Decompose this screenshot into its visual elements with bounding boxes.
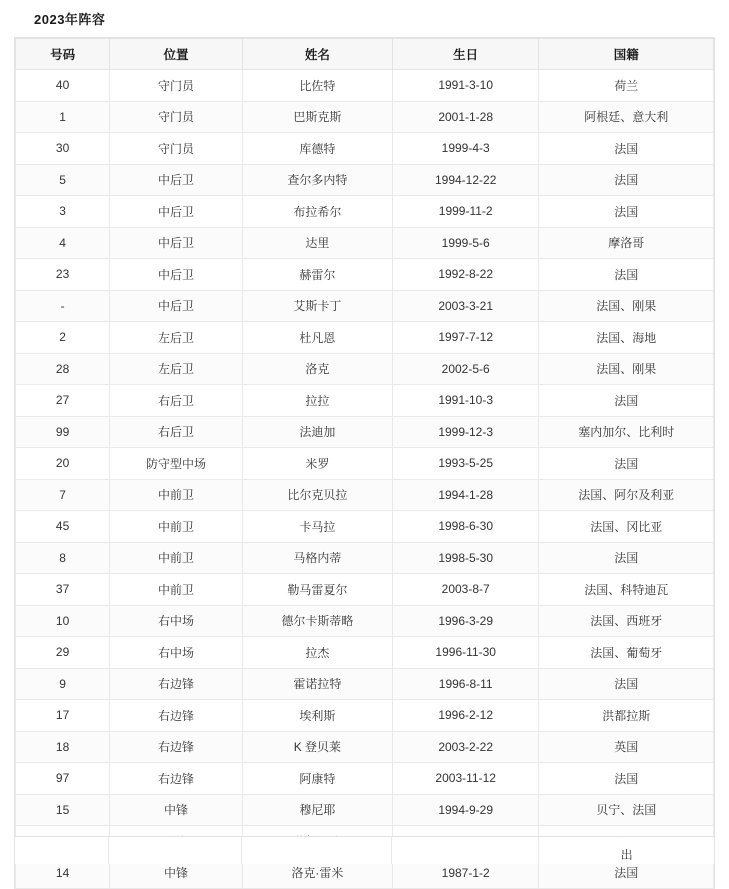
- table-row: [16, 353, 714, 385]
- column-header-name: 姓名: [242, 39, 392, 70]
- cell-number: 4: [16, 227, 110, 259]
- cell-birthday: 1993-5-25: [392, 448, 539, 480]
- squad-table: [15, 38, 714, 889]
- cell-name: 比佐特: [242, 70, 392, 102]
- next-cell-4: [392, 837, 539, 864]
- cell-name: 洛克·雷米: [242, 857, 392, 889]
- cell-position: 中锋: [110, 857, 243, 889]
- cell-number: 10: [16, 605, 110, 637]
- table-row: [16, 259, 714, 291]
- table-row: [16, 416, 714, 448]
- cell-birthday: 1994-9-29: [392, 794, 539, 826]
- cell-number: 97: [16, 763, 110, 795]
- table-row: [16, 133, 714, 165]
- cell-nationality: 法国、冈比亚: [539, 511, 714, 543]
- table-row: [16, 227, 714, 259]
- cell-name: 库德特: [242, 133, 392, 165]
- cell-birthday: 1998-6-30: [392, 511, 539, 543]
- cell-number: 40: [16, 70, 110, 102]
- cell-birthday: 2003-3-21: [392, 290, 539, 322]
- cell-position: 中前卫: [110, 511, 243, 543]
- cell-name: K 登贝莱: [242, 731, 392, 763]
- cell-position: 左后卫: [110, 322, 243, 354]
- cell-name: 巴斯克斯: [242, 101, 392, 133]
- cell-number: 23: [16, 259, 110, 291]
- cell-birthday: 1994-12-22: [392, 164, 539, 196]
- cell-birthday: 2003-2-22: [392, 731, 539, 763]
- cell-name: 赫雷尔: [242, 259, 392, 291]
- table-row: [16, 668, 714, 700]
- cell-nationality: 法国: [539, 133, 714, 165]
- cell-number: 99: [16, 416, 110, 448]
- cell-name: 布拉希尔: [242, 196, 392, 228]
- cell-birthday: 1991-3-10: [392, 70, 539, 102]
- cell-position: 中后卫: [110, 196, 243, 228]
- cell-birthday: 1996-3-29: [392, 605, 539, 637]
- cell-birthday: 1996-11-30: [392, 637, 539, 669]
- cell-nationality: 法国: [539, 196, 714, 228]
- cell-number: 45: [16, 511, 110, 543]
- cell-number: 9: [16, 668, 110, 700]
- cell-number: 30: [16, 133, 110, 165]
- cell-name: 马格内蒂: [242, 542, 392, 574]
- squad-table-container: [14, 37, 715, 889]
- table-row: [16, 574, 714, 606]
- table-row: [16, 637, 714, 669]
- cell-position: 右中场: [110, 637, 243, 669]
- cell-birthday: 1991-10-3: [392, 385, 539, 417]
- cell-name: 比尔克贝拉: [242, 479, 392, 511]
- cell-nationality: 法国: [539, 763, 714, 795]
- cell-nationality: 荷兰: [539, 70, 714, 102]
- cell-birthday: 1999-5-6: [392, 227, 539, 259]
- cell-position: 守门员: [110, 70, 243, 102]
- next-cell-1: [15, 837, 109, 864]
- cell-nationality: 塞内加尔、比利时: [539, 416, 714, 448]
- cell-number: -: [16, 290, 110, 322]
- cell-position: 中锋: [110, 794, 243, 826]
- cell-position: 中后卫: [110, 290, 243, 322]
- cell-name: 霍诺拉特: [242, 668, 392, 700]
- cell-position: 守门员: [110, 133, 243, 165]
- cell-number: 15: [16, 794, 110, 826]
- column-header-birthday: 生日: [392, 39, 539, 70]
- table-row: [16, 794, 714, 826]
- cell-nationality: 法国: [539, 385, 714, 417]
- cell-name: 艾斯卡丁: [242, 290, 392, 322]
- cell-position: 防守型中场: [110, 448, 243, 480]
- cell-name: 穆尼耶: [242, 794, 392, 826]
- cell-birthday: 2002-5-6: [392, 353, 539, 385]
- cell-birthday: 1992-8-22: [392, 259, 539, 291]
- cell-nationality: 英国: [539, 731, 714, 763]
- cell-name: 米罗: [242, 448, 392, 480]
- cell-birthday: 1996-8-11: [392, 668, 539, 700]
- next-cell-2: [109, 837, 242, 864]
- cell-nationality: 法国: [539, 164, 714, 196]
- table-row: [16, 542, 714, 574]
- table-row: [16, 763, 714, 795]
- cell-nationality: 摩洛哥: [539, 227, 714, 259]
- cell-birthday: 1999-12-3: [392, 416, 539, 448]
- cell-name: 查尔多内特: [242, 164, 392, 196]
- cell-nationality: 法国: [539, 668, 714, 700]
- cell-position: 右边锋: [110, 763, 243, 795]
- cell-nationality: 法国、刚果: [539, 353, 714, 385]
- next-cell-5: 出: [620, 848, 633, 862]
- next-table-partial-row: [14, 836, 715, 864]
- cell-nationality: 法国: [539, 259, 714, 291]
- cell-position: 中前卫: [110, 574, 243, 606]
- cell-number: 27: [16, 385, 110, 417]
- cell-birthday: 1999-4-3: [392, 133, 539, 165]
- cell-position: 守门员: [110, 101, 243, 133]
- cell-nationality: 阿根廷、意大利: [539, 101, 714, 133]
- cell-number: 18: [16, 731, 110, 763]
- table-row: [16, 700, 714, 732]
- cell-nationality: 法国: [539, 857, 714, 889]
- table-row: [16, 70, 714, 102]
- cell-name: 埃利斯: [242, 700, 392, 732]
- table-row: [16, 322, 714, 354]
- table-row: [16, 731, 714, 763]
- table-row: [16, 164, 714, 196]
- cell-position: 左后卫: [110, 353, 243, 385]
- cell-nationality: 法国、刚果: [539, 290, 714, 322]
- table-row: [16, 479, 714, 511]
- cell-number: 29: [16, 637, 110, 669]
- cell-number: 2: [16, 322, 110, 354]
- cell-name: 法迪加: [242, 416, 392, 448]
- cell-position: 右边锋: [110, 700, 243, 732]
- next-cell-3: [242, 837, 392, 864]
- cell-position: 中后卫: [110, 164, 243, 196]
- cell-number: 5: [16, 164, 110, 196]
- table-row: [16, 511, 714, 543]
- cell-birthday: 2001-1-28: [392, 101, 539, 133]
- column-header-number: 号码: [16, 39, 110, 70]
- cell-nationality: 法国: [539, 448, 714, 480]
- cell-nationality: 法国: [539, 542, 714, 574]
- cell-nationality: 法国、阿尔及利亚: [539, 479, 714, 511]
- cell-position: 右中场: [110, 605, 243, 637]
- page-title: 2023年阵容: [34, 12, 106, 27]
- cell-position: 右边锋: [110, 731, 243, 763]
- table-row: [16, 385, 714, 417]
- table-row: [16, 290, 714, 322]
- cell-number: 14: [16, 857, 110, 889]
- cell-position: 中前卫: [110, 542, 243, 574]
- cell-number: 17: [16, 700, 110, 732]
- cell-position: 中后卫: [110, 227, 243, 259]
- table-header-row: [16, 39, 714, 70]
- cell-birthday: 1996-2-12: [392, 700, 539, 732]
- table-row: [16, 448, 714, 480]
- cell-number: 37: [16, 574, 110, 606]
- cell-name: 阿康特: [242, 763, 392, 795]
- cell-nationality: 法国、科特迪瓦: [539, 574, 714, 606]
- cell-birthday: 1998-5-30: [392, 542, 539, 574]
- cell-name: 卡马拉: [242, 511, 392, 543]
- cell-name: 拉杰: [242, 637, 392, 669]
- cell-name: 达里: [242, 227, 392, 259]
- cell-number: 1: [16, 101, 110, 133]
- cell-birthday: 1997-7-12: [392, 322, 539, 354]
- cell-name: 杜凡恩: [242, 322, 392, 354]
- cell-number: 3: [16, 196, 110, 228]
- cell-name: 勒马雷夏尔: [242, 574, 392, 606]
- cell-nationality: 法国、海地: [539, 322, 714, 354]
- cell-name: 德尔卡斯蒂略: [242, 605, 392, 637]
- cell-birthday: 1999-11-2: [392, 196, 539, 228]
- cell-position: 中后卫: [110, 259, 243, 291]
- cell-number: 8: [16, 542, 110, 574]
- cell-nationality: 洪都拉斯: [539, 700, 714, 732]
- cell-nationality: 贝宁、法国: [539, 794, 714, 826]
- cell-position: 中前卫: [110, 479, 243, 511]
- cell-nationality: 法国、西班牙: [539, 605, 714, 637]
- cell-birthday: 1994-1-28: [392, 479, 539, 511]
- cell-number: 20: [16, 448, 110, 480]
- cell-name: 拉拉: [242, 385, 392, 417]
- cell-number: 28: [16, 353, 110, 385]
- cell-position: 右边锋: [110, 668, 243, 700]
- table-row: [16, 605, 714, 637]
- cell-position: 右后卫: [110, 385, 243, 417]
- table-row: [16, 101, 714, 133]
- cell-birthday: 2003-8-7: [392, 574, 539, 606]
- table-row: [16, 196, 714, 228]
- cell-birthday: 1987-1-2: [392, 857, 539, 889]
- cell-name: 洛克: [242, 353, 392, 385]
- squad-table-body: [16, 70, 714, 889]
- cell-birthday: 2003-11-12: [392, 763, 539, 795]
- column-header-position: 位置: [110, 39, 243, 70]
- cell-position: 右后卫: [110, 416, 243, 448]
- cell-nationality: 法国、葡萄牙: [539, 637, 714, 669]
- cell-number: 7: [16, 479, 110, 511]
- column-header-nationality: 国籍: [539, 39, 714, 70]
